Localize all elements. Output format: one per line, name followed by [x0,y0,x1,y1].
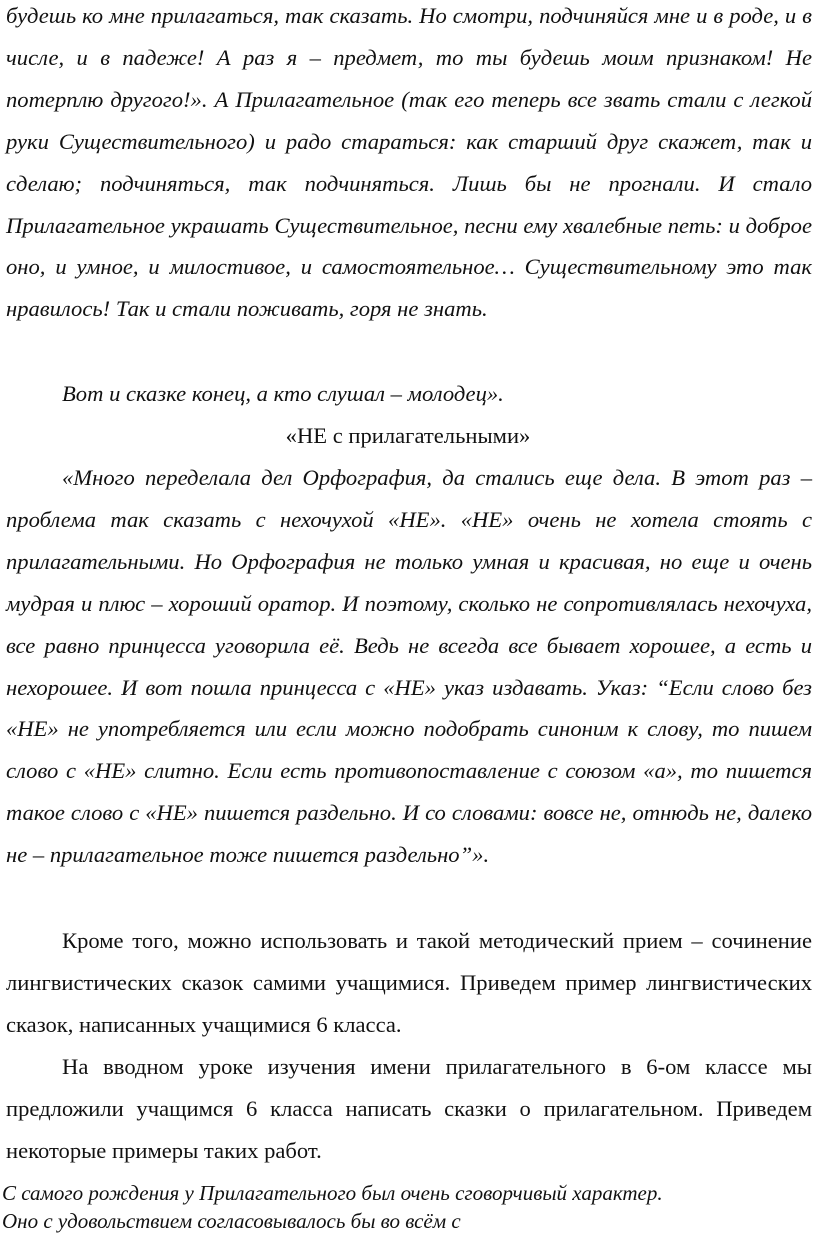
paragraph-method: Кроме того, можно использовать и такой методический прием – сочинение лингвистических сказок самими учащимися. Приведем пример лингвистических сказок, написанных учащимися 6 класса. [6,928,812,1037]
student-tale-line-1: С самого рождения у Прилагательного был очень сговорчивый характер. [2,1181,663,1205]
section-heading: «НЕ с прилагательными» [285,423,531,448]
student-tale-line-2: Оно с удовольствием согласовывалось бы во всём с [2,1209,461,1233]
paragraph-fairy-tale-ending: Вот и сказке конец, а кто слушал – молодец». [62,381,504,406]
paragraph-fairy-tale-continuation: будешь ко мне прилагаться, так сказать. Но смотри, подчиняйся мне и в роде, и в числе, и в падеже! А раз я – предмет, то ты будешь моим признаком! Не потерплю другого!». А Прилагательное (так его теперь все звать стали с легкой руки Существительного) и радо стараться: как старший друг скажет, так и сделаю; подчиняться, так подчиняться. Лишь бы не прогнали. И стало Прилагательное украшать Существительное, песни ему хвалебные петь: и доброе оно, и умное, и милостивое, и самостоятельное… Существительному это так нравилось! Так и стали поживать, горя не знать. [6,3,812,322]
paragraph-ne-fairy-tale: «Много переделала дел Орфография, да стались еще дела. В этот раз – проблема так сказать с нехочухой «НЕ». «НЕ» очень не хотела стоять с прилагательными. Но Орфография не только умная и красивая, но еще и очень мудрая и плюс – хороший оратор. И поэтому, сколько не сопротивлялась нехочуха, все равно принцесса уговорила её. Ведь не всегда все бывает хорошее, а есть и нехорошее. И вот пошла принцесса с «НЕ» указ издавать. Указ: “Если слово без «НЕ» не употребляется или если можно подобрать синоним к слову, то пишем слово с «НЕ» слитно. Если есть противопоставление с союзом «а», то пишется такое слово с «НЕ» пишется раздельно. И со словами: вовсе не, отнюдь не, далеко не – прилагательное тоже пишется раздельно”». [6,465,812,868]
paragraph-lesson: На вводном уроке изучения имени прилагательного в 6-ом классе мы предложили учащимся 6 класса написать сказки о прилагательном. Приведем некоторые примеры таких работ. [6,1054,812,1163]
